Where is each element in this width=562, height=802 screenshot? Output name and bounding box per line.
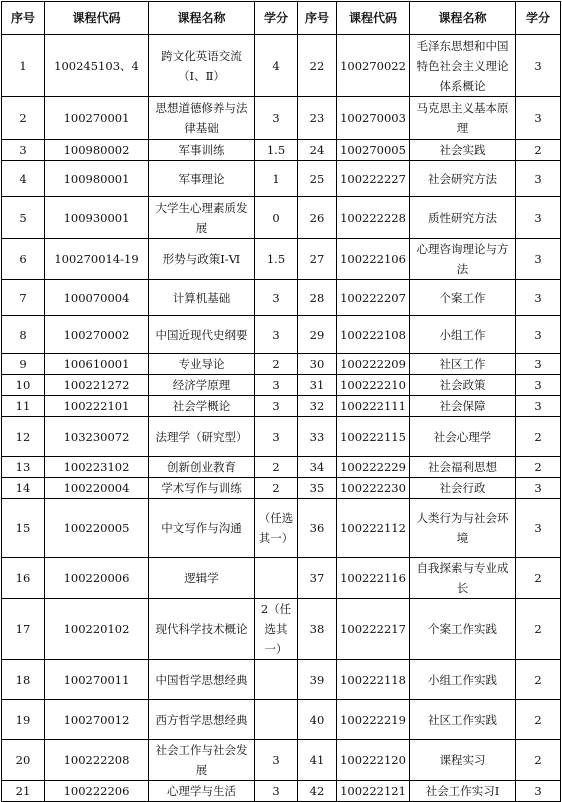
- credit-cell: 3: [516, 197, 561, 239]
- table-row: [2, 599, 561, 660]
- name-cell: 质性研究方法: [410, 197, 516, 239]
- code-cell: 100220006: [45, 558, 149, 599]
- table-row: [2, 280, 561, 316]
- code-cell: 100222217: [337, 599, 410, 660]
- index-cell: 17: [2, 599, 45, 660]
- name-cell: 社会行政: [410, 478, 516, 499]
- name-cell: 自我探索与专业成长: [410, 558, 516, 599]
- index-cell: 21: [2, 781, 45, 802]
- index-cell: 11: [2, 396, 45, 417]
- credit-cell: 2: [516, 140, 561, 161]
- index-cell: 30: [298, 354, 337, 375]
- name-cell: 专业导论: [149, 354, 255, 375]
- code-cell: 100930001: [45, 197, 149, 239]
- name-cell: 中国哲学思想经典: [149, 660, 255, 700]
- name-cell: 形势与政策Ⅰ-Ⅵ: [149, 239, 255, 280]
- course-table: [1, 1, 561, 802]
- credit-cell: 2: [516, 740, 561, 781]
- credit-cell: 2: [516, 457, 561, 478]
- index-cell: 25: [298, 161, 337, 197]
- credit-cell: [255, 700, 298, 740]
- name-cell: 中国近现代史纲要: [149, 316, 255, 354]
- name-cell: 社会保障: [410, 396, 516, 417]
- code-cell: 100222229: [337, 457, 410, 478]
- table-row: [2, 417, 561, 457]
- code-cell: 100270003: [337, 97, 410, 140]
- code-cell: 103230072: [45, 417, 149, 457]
- name-cell: 马克思主义基本原理: [410, 97, 516, 140]
- index-cell: 39: [298, 660, 337, 700]
- index-cell: 14: [2, 478, 45, 499]
- code-cell: 100245103、4: [45, 35, 149, 97]
- index-cell: 24: [298, 140, 337, 161]
- name-cell: 社会研究方法: [410, 161, 516, 197]
- index-cell: 22: [298, 35, 337, 97]
- index-cell: 42: [298, 781, 337, 802]
- header-credit-2: 学分: [516, 2, 561, 35]
- name-cell: 社会福利思想: [410, 457, 516, 478]
- code-cell: 100223102: [45, 457, 149, 478]
- index-cell: 9: [2, 354, 45, 375]
- credit-cell: 2: [255, 354, 298, 375]
- header-name-2: 课程名称: [410, 2, 516, 35]
- name-cell: 心理学与生活: [149, 781, 255, 802]
- name-cell: 小组工作: [410, 316, 516, 354]
- index-cell: 32: [298, 396, 337, 417]
- code-cell: 100220102: [45, 599, 149, 660]
- credit-cell: 3: [255, 280, 298, 316]
- name-cell: 法理学（研究型）: [149, 417, 255, 457]
- code-cell: 100221272: [45, 375, 149, 396]
- header-index-2: 序号: [298, 2, 337, 35]
- credit-cell: 2: [516, 558, 561, 599]
- name-cell: 人类行为与社会环境: [410, 499, 516, 558]
- index-cell: 27: [298, 239, 337, 280]
- credit-cell: 3: [516, 375, 561, 396]
- name-cell: 课程实习: [410, 740, 516, 781]
- code-cell: 100270002: [45, 316, 149, 354]
- index-cell: 15: [2, 499, 45, 558]
- table-row: [2, 457, 561, 478]
- credit-cell: 3: [516, 316, 561, 354]
- code-cell: 100222101: [45, 396, 149, 417]
- name-cell: 心理咨询理论与方法: [410, 239, 516, 280]
- code-cell: 100222116: [337, 558, 410, 599]
- credit-cell: 2: [516, 700, 561, 740]
- code-cell: 100222115: [337, 417, 410, 457]
- index-cell: 10: [2, 375, 45, 396]
- code-cell: 100610001: [45, 354, 149, 375]
- code-cell: 100222207: [337, 280, 410, 316]
- index-cell: 16: [2, 558, 45, 599]
- code-cell: 100222106: [337, 239, 410, 280]
- header-name: 课程名称: [149, 2, 255, 35]
- index-cell: 35: [298, 478, 337, 499]
- credit-cell: 1.5: [255, 140, 298, 161]
- credit-cell: [255, 558, 298, 599]
- index-cell: 38: [298, 599, 337, 660]
- table-row: [2, 354, 561, 375]
- table-row: [2, 375, 561, 396]
- credit-cell: 2（任选其一）: [255, 599, 298, 660]
- name-cell: 经济学原理: [149, 375, 255, 396]
- index-cell: 28: [298, 280, 337, 316]
- name-cell: 小组工作实践: [410, 660, 516, 700]
- code-cell: 100980002: [45, 140, 149, 161]
- code-cell: 100222120: [337, 740, 410, 781]
- credit-cell: 3: [255, 375, 298, 396]
- index-cell: 8: [2, 316, 45, 354]
- code-cell: 100222118: [337, 660, 410, 700]
- code-cell: 100222112: [337, 499, 410, 558]
- index-cell: 31: [298, 375, 337, 396]
- index-cell: 19: [2, 700, 45, 740]
- credit-cell: 4: [255, 35, 298, 97]
- index-cell: 26: [298, 197, 337, 239]
- name-cell: 西方哲学思想经典: [149, 700, 255, 740]
- index-cell: 29: [298, 316, 337, 354]
- credit-cell: 2: [255, 457, 298, 478]
- code-cell: 100980001: [45, 161, 149, 197]
- index-cell: 40: [298, 700, 337, 740]
- code-cell: 100222219: [337, 700, 410, 740]
- index-cell: 4: [2, 161, 45, 197]
- name-cell: 军事理论: [149, 161, 255, 197]
- credit-cell: 3: [255, 740, 298, 781]
- table-row: [2, 161, 561, 197]
- header-credit: 学分: [255, 2, 298, 35]
- index-cell: 6: [2, 239, 45, 280]
- credit-cell: 3: [516, 478, 561, 499]
- table-row: [2, 35, 561, 97]
- name-cell: 军事训练: [149, 140, 255, 161]
- credit-cell: 2: [516, 599, 561, 660]
- credit-cell: [255, 660, 298, 700]
- credit-cell: 2: [516, 417, 561, 457]
- code-cell: 100270022: [337, 35, 410, 97]
- credit-cell: 3: [255, 781, 298, 802]
- code-cell: 100222108: [337, 316, 410, 354]
- name-cell: 社会工作与社会发展: [149, 740, 255, 781]
- credit-cell: 2: [516, 660, 561, 700]
- table-row: [2, 316, 561, 354]
- name-cell: 毛泽东思想和中国特色社会主义理论体系概论: [410, 35, 516, 97]
- index-cell: 12: [2, 417, 45, 457]
- code-cell: 100270005: [337, 140, 410, 161]
- table-row: [2, 740, 561, 781]
- name-cell: 个案工作: [410, 280, 516, 316]
- code-cell: 100222210: [337, 375, 410, 396]
- table-row: [2, 700, 561, 740]
- credit-cell: 3: [255, 316, 298, 354]
- credit-cell: 3: [516, 396, 561, 417]
- credit-cell: 3: [516, 280, 561, 316]
- header-code: 课程代码: [45, 2, 149, 35]
- code-cell: 100270012: [45, 700, 149, 740]
- name-cell: 社会心理学: [410, 417, 516, 457]
- code-cell: 100222209: [337, 354, 410, 375]
- credit-cell: 3: [516, 354, 561, 375]
- credit-cell: 3: [516, 239, 561, 280]
- name-cell: 社会学概论: [149, 396, 255, 417]
- code-cell: 100270001: [45, 97, 149, 140]
- code-cell: 100222227: [337, 161, 410, 197]
- table-row: [2, 499, 561, 558]
- index-cell: 37: [298, 558, 337, 599]
- name-cell: 逻辑学: [149, 558, 255, 599]
- credit-cell: （任选其一）: [255, 499, 298, 558]
- code-cell: 100220005: [45, 499, 149, 558]
- code-cell: 100070004: [45, 280, 149, 316]
- index-cell: 23: [298, 97, 337, 140]
- index-cell: 34: [298, 457, 337, 478]
- index-cell: 1: [2, 35, 45, 97]
- index-cell: 5: [2, 197, 45, 239]
- code-cell: 100222121: [337, 781, 410, 802]
- name-cell: 大学生心理素质发展: [149, 197, 255, 239]
- table-row: [2, 239, 561, 280]
- table-row: [2, 478, 561, 499]
- index-cell: 20: [2, 740, 45, 781]
- credit-cell: 3: [255, 97, 298, 140]
- credit-cell: 3: [516, 35, 561, 97]
- header-row: [2, 2, 561, 35]
- name-cell: 社区工作: [410, 354, 516, 375]
- credit-cell: 3: [255, 417, 298, 457]
- code-cell: 100222111: [337, 396, 410, 417]
- index-cell: 33: [298, 417, 337, 457]
- name-cell: 社区工作实践: [410, 700, 516, 740]
- code-cell: 100220004: [45, 478, 149, 499]
- index-cell: 36: [298, 499, 337, 558]
- credit-cell: 3: [255, 396, 298, 417]
- name-cell: 创新创业教育: [149, 457, 255, 478]
- credit-cell: 3: [516, 97, 561, 140]
- name-cell: 跨文化英语交流（Ⅰ、Ⅱ）: [149, 35, 255, 97]
- credit-cell: 3: [516, 161, 561, 197]
- index-cell: 3: [2, 140, 45, 161]
- table-row: [2, 97, 561, 140]
- index-cell: 18: [2, 660, 45, 700]
- table-row: [2, 660, 561, 700]
- table-row: [2, 558, 561, 599]
- name-cell: 思想道德修养与法律基础: [149, 97, 255, 140]
- name-cell: 现代科学技术概论: [149, 599, 255, 660]
- code-cell: 100270011: [45, 660, 149, 700]
- index-cell: 7: [2, 280, 45, 316]
- credit-cell: 3: [516, 781, 561, 802]
- code-cell: 100222206: [45, 781, 149, 802]
- name-cell: 个案工作实践: [410, 599, 516, 660]
- header-index: 序号: [2, 2, 45, 35]
- credit-cell: 1.5: [255, 239, 298, 280]
- code-cell: 100222230: [337, 478, 410, 499]
- table-row: [2, 396, 561, 417]
- name-cell: 计算机基础: [149, 280, 255, 316]
- name-cell: 中文写作与沟通: [149, 499, 255, 558]
- code-cell: 100222208: [45, 740, 149, 781]
- code-cell: 100270014-19: [45, 239, 149, 280]
- index-cell: 41: [298, 740, 337, 781]
- credit-cell: 3: [516, 499, 561, 558]
- index-cell: 13: [2, 457, 45, 478]
- code-cell: 100222228: [337, 197, 410, 239]
- credit-cell: 1: [255, 161, 298, 197]
- index-cell: 2: [2, 97, 45, 140]
- name-cell: 学术写作与训练: [149, 478, 255, 499]
- header-code-2: 课程代码: [337, 2, 410, 35]
- table-row: [2, 140, 561, 161]
- table-row: [2, 197, 561, 239]
- name-cell: 社会实践: [410, 140, 516, 161]
- credit-cell: 0: [255, 197, 298, 239]
- name-cell: 社会政策: [410, 375, 516, 396]
- name-cell: 社会工作实习Ⅰ: [410, 781, 516, 802]
- credit-cell: 2: [255, 478, 298, 499]
